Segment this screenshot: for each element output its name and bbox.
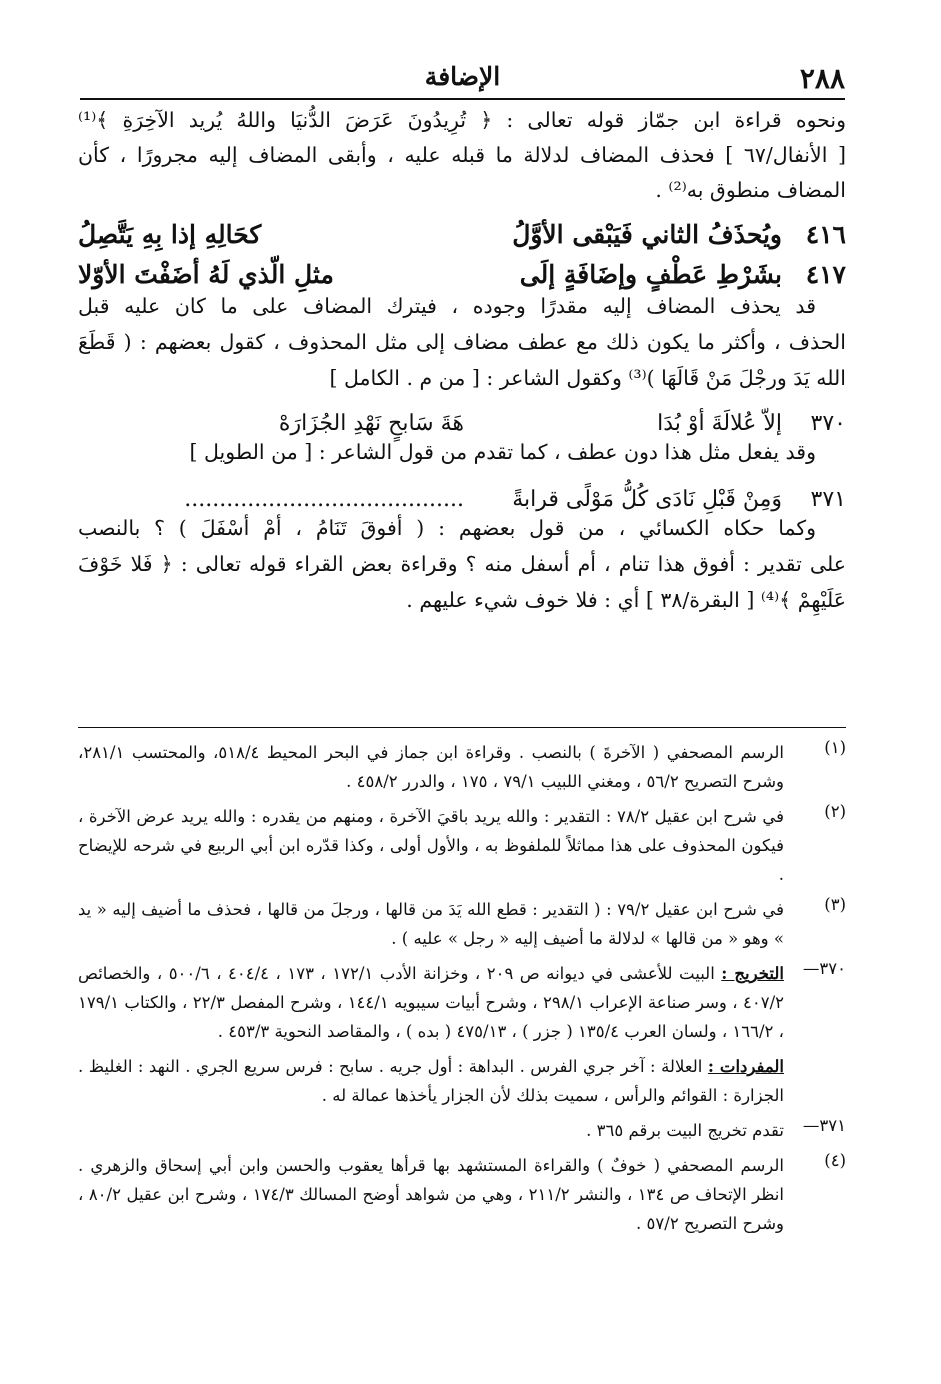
text-line: [ الأنفال/٦٧ ] فحذف المضاف لدلالة ما قبله عليه ، وأبقى المضاف إليه مجرورًا ، كأن	[78, 143, 846, 167]
verse-hemistich-1: إلاّ عُلالَةَ أوْ بُدَا	[657, 410, 782, 436]
footnote-separator	[78, 727, 846, 728]
footnote-text	[78, 959, 784, 1046]
verse-371	[78, 480, 846, 518]
footnote-mark: (٢)	[824, 802, 846, 821]
text-line: الحذف ، وأكثر ما يكون ذلك مع عطف مضاف إلى مثل المحذوف ، كقول بعضهم : ( قَطَعَ	[78, 330, 846, 354]
verse-hemistich-2: مثلِ الّذي لَهُ أضَفْتَ الأوّلا	[78, 259, 334, 289]
takhrij-text: البيت للأعشى في ديوانه ص ٢٠٩ ، وخزانة الأدب ١٧٢/١ ، ١٧٣ ، ٤٠٤/٤ ، ٥٠٠/٦ ، والخصائص ٤٠٧/٢ ، وسر صناعة الإعراب ٢٩٨/١ ، وشرح أبيات سيبويه ١٤٤/١ ، وشرح المفصل ٢٢/٣ ، والكتاب ١٧٩/١ ، ١٦٦/٢ ، ولسان العرب ١٣٥/٤ ( جزر ) ، ٤٧٥/١٣ ( بده ) ، والمقاصد النحوية ٤٥٣/٣ .	[78, 964, 785, 1041]
footnote-1	[78, 738, 846, 796]
page-number: ٢٨٨	[799, 62, 845, 95]
footnote-text: تقدم تخريج البيت برقم ٣٦٥ .	[586, 1121, 784, 1140]
text-line: ونحوه قراءة ابن جمّاز قوله تعالى : ﴿ تُرِيدُونَ عَرَضَ الدُّنيَا واللهُ يُريد الآخِرَةِ ﴾⁽¹⁾	[78, 108, 846, 132]
footnote-mark	[784, 1052, 846, 1110]
footnote-text: الرسم المصحفي ( الآخرةَ ) بالنصب . وقراءة ابن جماز في البحر المحيط ٥١٨/٤، والمحتسب ٢٨١/١، وشرح التصريح ٥٦/٢ ، ومغني اللبيب ٧٩/١ ، ١٧٥ ، والدرر ٤٥٨/٢ .	[78, 743, 784, 791]
verse-hemistich-2: هَةَ سَابحٍ نَهْدِ الجُزَارَهْ	[278, 410, 464, 436]
text-line: عَلَيْهِمْ ﴾⁽⁴⁾ [ البقرة/٣٨ ] أي : فلا خوف شيء عليهم .	[406, 588, 846, 612]
verse-hemistich-2: ........................................	[184, 486, 464, 512]
footnote-mark: ٣٧٠—	[802, 959, 846, 978]
footnote-mark: (٤)	[824, 1151, 846, 1170]
footnote-text	[78, 1052, 784, 1110]
running-title: الإضافة	[424, 62, 501, 91]
text-line: وقد يفعل مثل هذا دون عطف ، كما تقدم من قول الشاعر : [ من الطويل ]	[189, 440, 816, 464]
text-line: على تقدير : أفوق هذا تنام ، أم أسفل منه ؟ وقراءة بعض القراء قوله تعالى : ﴿ فَلا خَوْفَ	[78, 552, 846, 576]
text-line: وكما حكاه الكسائي ، من قول بعضهم : ( أفوقَ تَنَامُ ، أمْ أسْفَلَ ) ؟ بالنصب	[78, 516, 816, 540]
text-line: المضاف منطوق به⁽²⁾ .	[655, 178, 846, 202]
footnote-mark: (٣)	[824, 895, 846, 914]
text-line: الله يَدَ ورجْلَ مَنْ قَالَهَا )⁽³⁾ وكقول الشاعر : [ من م . الكامل ]	[329, 366, 846, 390]
verse-hemistich-1: بشَرْطِ عَطْفٍ وإضَافَةٍ إلَى	[519, 259, 782, 289]
footnote-mark: (١)	[824, 738, 846, 757]
footnote-3	[78, 895, 846, 953]
footnote-text: الرسم المصحفي ( خوفٌ ) والقراءة المستشهد بها قرأها يعقوب والحسن وابن أبي إسحاق والزهري . انظر الإتحاف ص ١٣٤ ، والنشر ٢١١/٢ ، وهي من شواهد أوضح المسالك ١٧٤/٣ ، وشرح ابن عقيل ٨٠/٢ ، وشرح التصريح ٥٧/٢ .	[78, 1156, 784, 1233]
verse-370	[78, 404, 846, 442]
takhrij-label: التخريج :	[721, 964, 784, 983]
footnote-2	[78, 802, 846, 889]
paragraph-4	[78, 518, 846, 626]
verse-417	[78, 252, 846, 296]
footnote-mark: ٣٧١—	[802, 1116, 846, 1135]
verse-number: ٤١٦	[805, 219, 846, 249]
paragraph-2	[78, 296, 846, 404]
page-header	[80, 62, 845, 100]
verse-hemistich-1: وَمِنْ قَبْلِ نَادَى كُلُّ مَوْلًى قرابةً	[512, 486, 782, 512]
footnote-371	[78, 1116, 846, 1145]
verse-hemistich-2: كحَالِهِ إذا بِهِ يَتَّصِلُ	[78, 219, 262, 249]
text-line: قد يحذف المضاف إليه مقدرًا وجوده ، فيترك المضاف على ما كان عليه قبل	[78, 294, 816, 318]
verse-hemistich-1: ويُحذَفُ الثاني فَيَبْقى الأوَّلُ	[512, 219, 782, 249]
verse-number: ٣٧١	[810, 486, 846, 512]
verse-number: ٣٧٠	[810, 410, 846, 436]
verse-416	[78, 216, 846, 252]
mufradat-text: العلالة : آخر جري الفرس . البداهة : أول جريه . سابح : فرس سريع الجري . النهد : الغليظ . الجزارة : القوائم والرأس ، سميت بذلك لأن الجزار يأخذها عمالة له .	[78, 1057, 784, 1105]
footnotes	[78, 738, 846, 1244]
mufradat-label: المفردات :	[707, 1057, 784, 1076]
footnote-text: في شرح ابن عقيل ٧٨/٢ : التقدير : والله يريد باقيَ الآخرة ، ومنهم من يقدره : والله يريد عرض الآخرة ، فيكون المحذوف على هذا مماثلاً للملفوظ به ، والأول أولى ، وكذا قدّره ابن أبي الربيع في شرحه للإيضاح .	[78, 807, 784, 884]
footnote-text: في شرح ابن عقيل ٧٩/٢ : ( التقدير : قطع الله يَدَ من قالها ، ورجلَ من قالها ، فحذف ما أضيف إليه « يد » وهو « من قالها » لدلالة ما أضيف إليه « رجل » عليه ) .	[78, 900, 784, 948]
verse-number: ٤١٧	[805, 259, 846, 289]
footnote-4	[78, 1151, 846, 1238]
main-text	[78, 110, 846, 626]
footnote-370-mufradat	[78, 1052, 846, 1110]
footnote-370-takhrij	[78, 959, 846, 1046]
paragraph-1	[78, 110, 846, 216]
